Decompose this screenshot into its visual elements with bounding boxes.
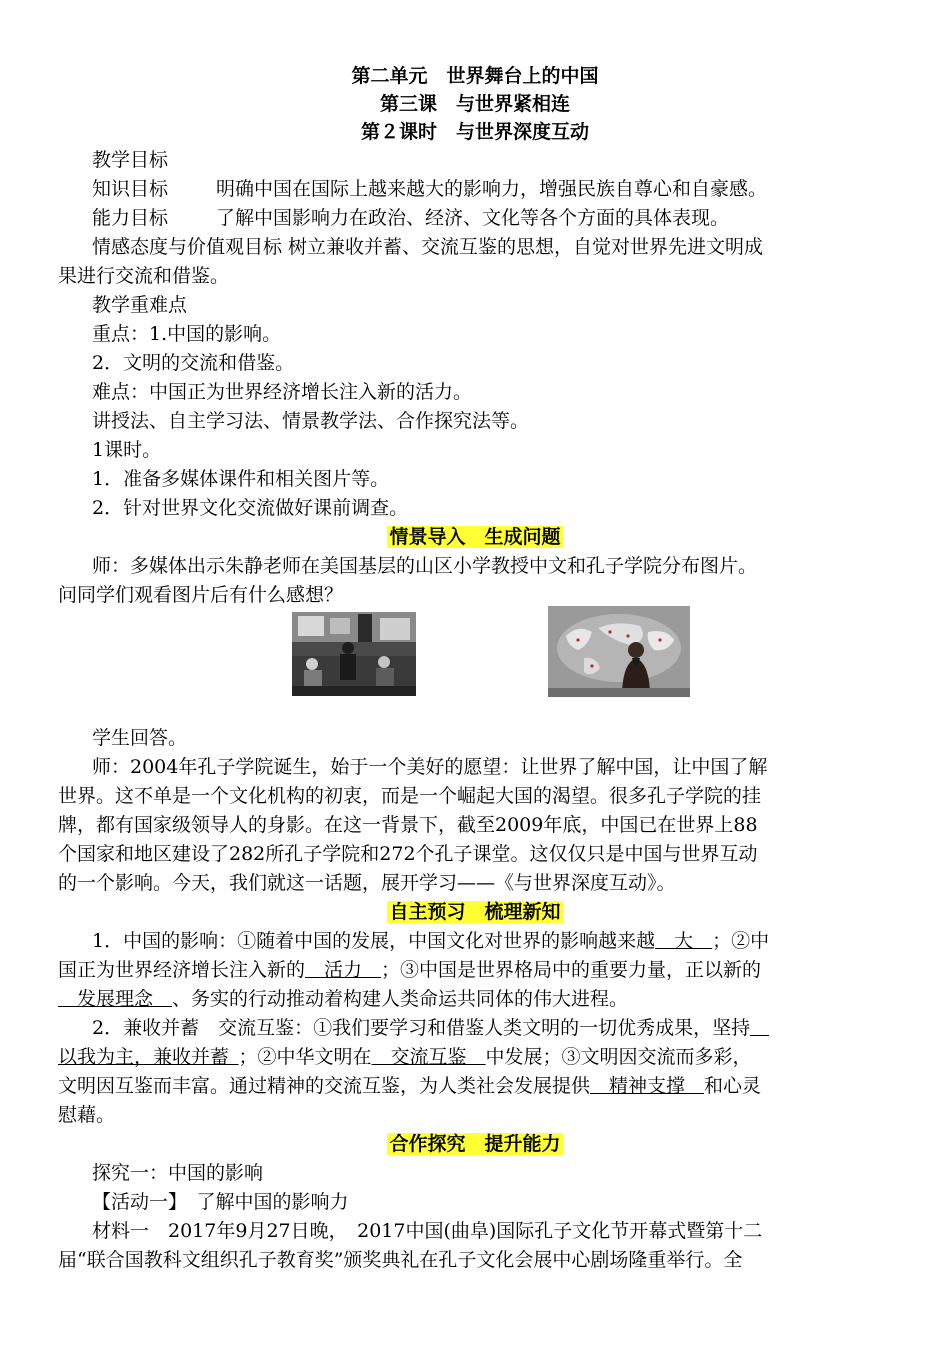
teacher-paragraph-line4: 个国家和地区建设了282所孔子学院和272个孔子课堂。这仅仅只是中国与世界互动	[58, 843, 758, 865]
q2-text-d: 文明因互鉴而丰富。通过精神的交流互鉴，为人类社会发展提供	[58, 1075, 591, 1097]
activity-one: 【活动一】 了解中国的影响力	[92, 1191, 349, 1213]
teacher-paragraph-line1: 师：2004年孔子学院诞生，始于一个美好的愿望：让世界了解中国，让中国了解	[92, 756, 768, 778]
q2-text-c: 中发展；③文明因交流而多彩，	[485, 1046, 752, 1068]
q1-text-b: ；②中	[712, 930, 770, 952]
q2-answer-1: 以我为主，兼收并蓄	[58, 1046, 239, 1068]
keypoints-heading: 教学重难点	[92, 294, 188, 316]
knowledge-goal	[58, 175, 932, 204]
q1-answer-1: 大	[655, 930, 713, 952]
q1-text-e: 、务实的行动推动着构建人类命运共同体的伟大进程。	[172, 988, 629, 1010]
goals-heading: 教学目标	[92, 149, 169, 171]
q2-answer-3: 精神支撑	[590, 1075, 705, 1097]
teaching-methods: 讲授法、自主学习法、情景教学法、合作探究法等。	[92, 410, 530, 432]
q2-text-e: 和心灵	[704, 1075, 762, 1097]
key-point-2: 2．文明的交流和借鉴。	[92, 352, 295, 374]
section-heading-preview	[0, 898, 950, 926]
section-heading-intro	[0, 523, 950, 551]
student-answer: 学生回答。	[92, 727, 188, 749]
emotion-goal-line1: 情感态度与价值观目标 树立兼收并蓄、交流互鉴的思想，自觉对世界先进文明成	[92, 236, 764, 258]
emotion-goal-line2: 果进行交流和借鉴。	[58, 265, 230, 287]
preview-q2-line4: 慰藉。	[58, 1104, 116, 1126]
teacher-paragraph-line2: 世界。这不单是一个文化机构的初衷，而是一个崛起大国的渴望。很多孔子学院的挂	[58, 785, 762, 807]
section-heading-explore	[0, 1130, 950, 1158]
ability-label: 能力目标	[92, 207, 169, 229]
knowledge-text: 明确中国在国际上越来越大的影响力，增强民族自尊心和自豪感。	[216, 178, 768, 200]
intro-paragraph-line1: 师：多媒体出示朱静老师在美国基层的山区小学教授中文和孔子学院分布图片。	[92, 555, 758, 577]
preview-q2-line2	[58, 1043, 898, 1072]
section-title-preview: 自主预习 梳理新知	[389, 901, 561, 923]
preparation-1: 1．准备多媒体课件和相关图片等。	[92, 468, 390, 490]
intro-paragraph-line2: 问同学们观看图片后有什么感想？	[58, 584, 344, 606]
preview-q1-line3	[58, 985, 898, 1014]
material-one-line1: 材料一 2017年9月27日晚， 2017中国(曲阜)国际孔子文化节开幕式暨第十二	[92, 1220, 763, 1242]
key-point-1: 重点：1.中国的影响。	[92, 323, 282, 345]
confucius-map-graphic	[548, 606, 690, 697]
q1-text-a: 1．中国的影响：①随着中国的发展，中国文化对世界的影响越来越	[92, 930, 656, 952]
classroom-photo-graphic	[292, 612, 416, 696]
lesson-title: 第三课 与世界紧相连	[379, 93, 570, 115]
q2-text-a: 2．兼收并蓄 交流互鉴：①我们要学习和借鉴人类文明的一切优秀成果，坚持	[92, 1017, 751, 1039]
q1-text-d: ；③中国是世界格局中的重要力量，正以新的	[381, 959, 762, 981]
class-hours: 1课时。	[92, 439, 162, 461]
q1-answer-3: 发展理念	[58, 988, 173, 1010]
explore-one: 探究一：中国的影响	[92, 1162, 264, 1184]
material-one-line2: 届“联合国教科文组织孔子教育奖”颁奖典礼在孔子文化会展中心剧场隆重举行。全	[58, 1249, 743, 1271]
q2-answer-1-start	[750, 1017, 769, 1039]
ability-text: 了解中国影响力在政治、经济、文化等各个方面的具体表现。	[216, 207, 730, 229]
preview-q2-line3	[58, 1072, 898, 1101]
section-title-explore: 合作探究 提升能力	[389, 1133, 561, 1155]
q1-text-c: 国正为世界经济增长注入新的	[58, 959, 306, 981]
preview-q1-line1	[58, 927, 932, 956]
teacher-paragraph-line5: 的一个影响。今天，我们就这一话题，展开学习——《与世界深度互动》。	[58, 872, 676, 894]
ability-goal	[58, 204, 932, 233]
teacher-paragraph-line3: 牌，都有国家级领导人的身影。在这一背景下，截至2009年底，中国已在世界上88	[58, 814, 758, 836]
unit-title: 第二单元 世界舞台上的中国	[351, 65, 599, 87]
classroom-photo	[292, 612, 416, 696]
confucius-map-photo	[548, 606, 690, 697]
q2-text-b: ；②中华文明在	[238, 1046, 372, 1068]
period-title: 第２课时 与世界深度互动	[360, 121, 589, 143]
preview-q2-line1	[58, 1014, 932, 1043]
q1-answer-2: 活力	[305, 959, 382, 981]
knowledge-label: 知识目标	[92, 178, 169, 200]
section-title-intro: 情景导入 生成问题	[389, 526, 561, 548]
q2-answer-2: 交流互鉴	[371, 1046, 486, 1068]
preparation-2: 2．针对世界文化交流做好课前调查。	[92, 497, 409, 519]
difficult-point: 难点：中国正为世界经济增长注入新的活力。	[92, 381, 473, 403]
preview-q1-line2	[58, 956, 898, 985]
